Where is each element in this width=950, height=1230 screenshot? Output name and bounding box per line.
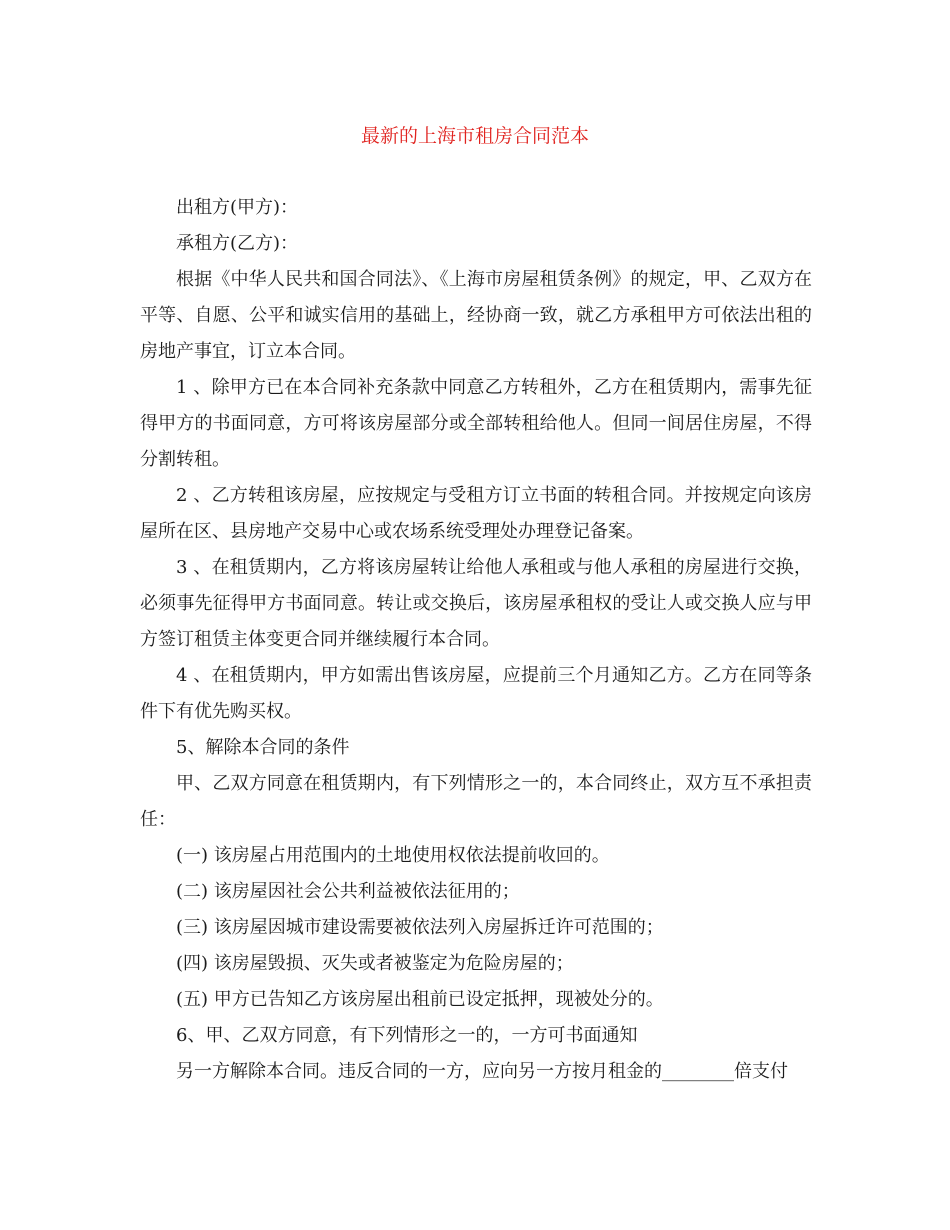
paragraph-clause-2: 2 、乙方转租该房屋，应按规定与受租方订立书面的转租合同。并按规定向该房屋所在区、县房地产交易中心或农场系统受理处办理登记备案。: [140, 485, 812, 542]
paragraph-lessor: 出租方(甲方)：: [176, 197, 299, 218]
paragraph-clause-4: 4 、在租赁期内，甲方如需出售该房屋，应提前三个月通知乙方。乙方在同等条件下有优先购买权。: [140, 665, 812, 722]
paragraph-clause-1: 1 、除甲方已在本合同补充条款中同意乙方转租外，乙方在租赁期内，需事先征得甲方的书面同意，方可将该房屋部分或全部转租给他人。但同一间居住房屋，不得分割转租。: [140, 377, 812, 470]
paragraph-item-4: (四) 该房屋毁损、灭失或者被鉴定为危险房屋的；: [176, 953, 574, 974]
paragraph-clause-5-intro: 甲、乙双方同意在租赁期内，有下列情形之一的，本合同终止，双方互不承担责任：: [140, 773, 812, 830]
document-body: [140, 190, 812, 1090]
paragraph-preamble: 根据《中华人民共和国合同法》、《上海市房屋租赁条例》的规定，甲、乙双方在平等、自愿、公平和诚实信用的基础上，经协商一致，就乙方承租甲方可依法出租的房地产事宜，订立本合同。: [140, 269, 812, 362]
paragraph-clause-3: 3 、在租赁期内，乙方将该房屋转让给他人承租或与他人承租的房屋进行交换，必须事先征得甲方书面同意。转让或交换后，该房屋承租权的受让人或交换人应与甲方签订租赁主体变更合同并继续履行本合同。: [140, 557, 812, 650]
document-title: 最新的上海市租房合同范本: [360, 125, 589, 147]
paragraph-item-1: (一) 该房屋占用范围内的土地使用权依法提前收回的。: [176, 845, 610, 866]
paragraph-item-3: (三) 该房屋因城市建设需要被依法列入房屋拆迁许可范围的；: [176, 917, 664, 938]
paragraph-clause-6-cont: 另一方解除本合同。违反合同的一方，应向另一方按月租金的________倍支付: [176, 1061, 788, 1082]
paragraph-item-2: (二) 该房屋因社会公共利益被依法征用的；: [176, 881, 520, 902]
paragraph-clause-6: 6、甲、乙双方同意，有下列情形之一的，一方可书面通知: [176, 1025, 638, 1046]
paragraph-clause-5-heading: 5、解除本合同的条件: [176, 737, 350, 758]
paragraph-lessee: 承租方(乙方)：: [176, 233, 299, 254]
paragraph-item-5: (五) 甲方已告知乙方该房屋出租前已设定抵押，现被处分的。: [176, 989, 664, 1010]
